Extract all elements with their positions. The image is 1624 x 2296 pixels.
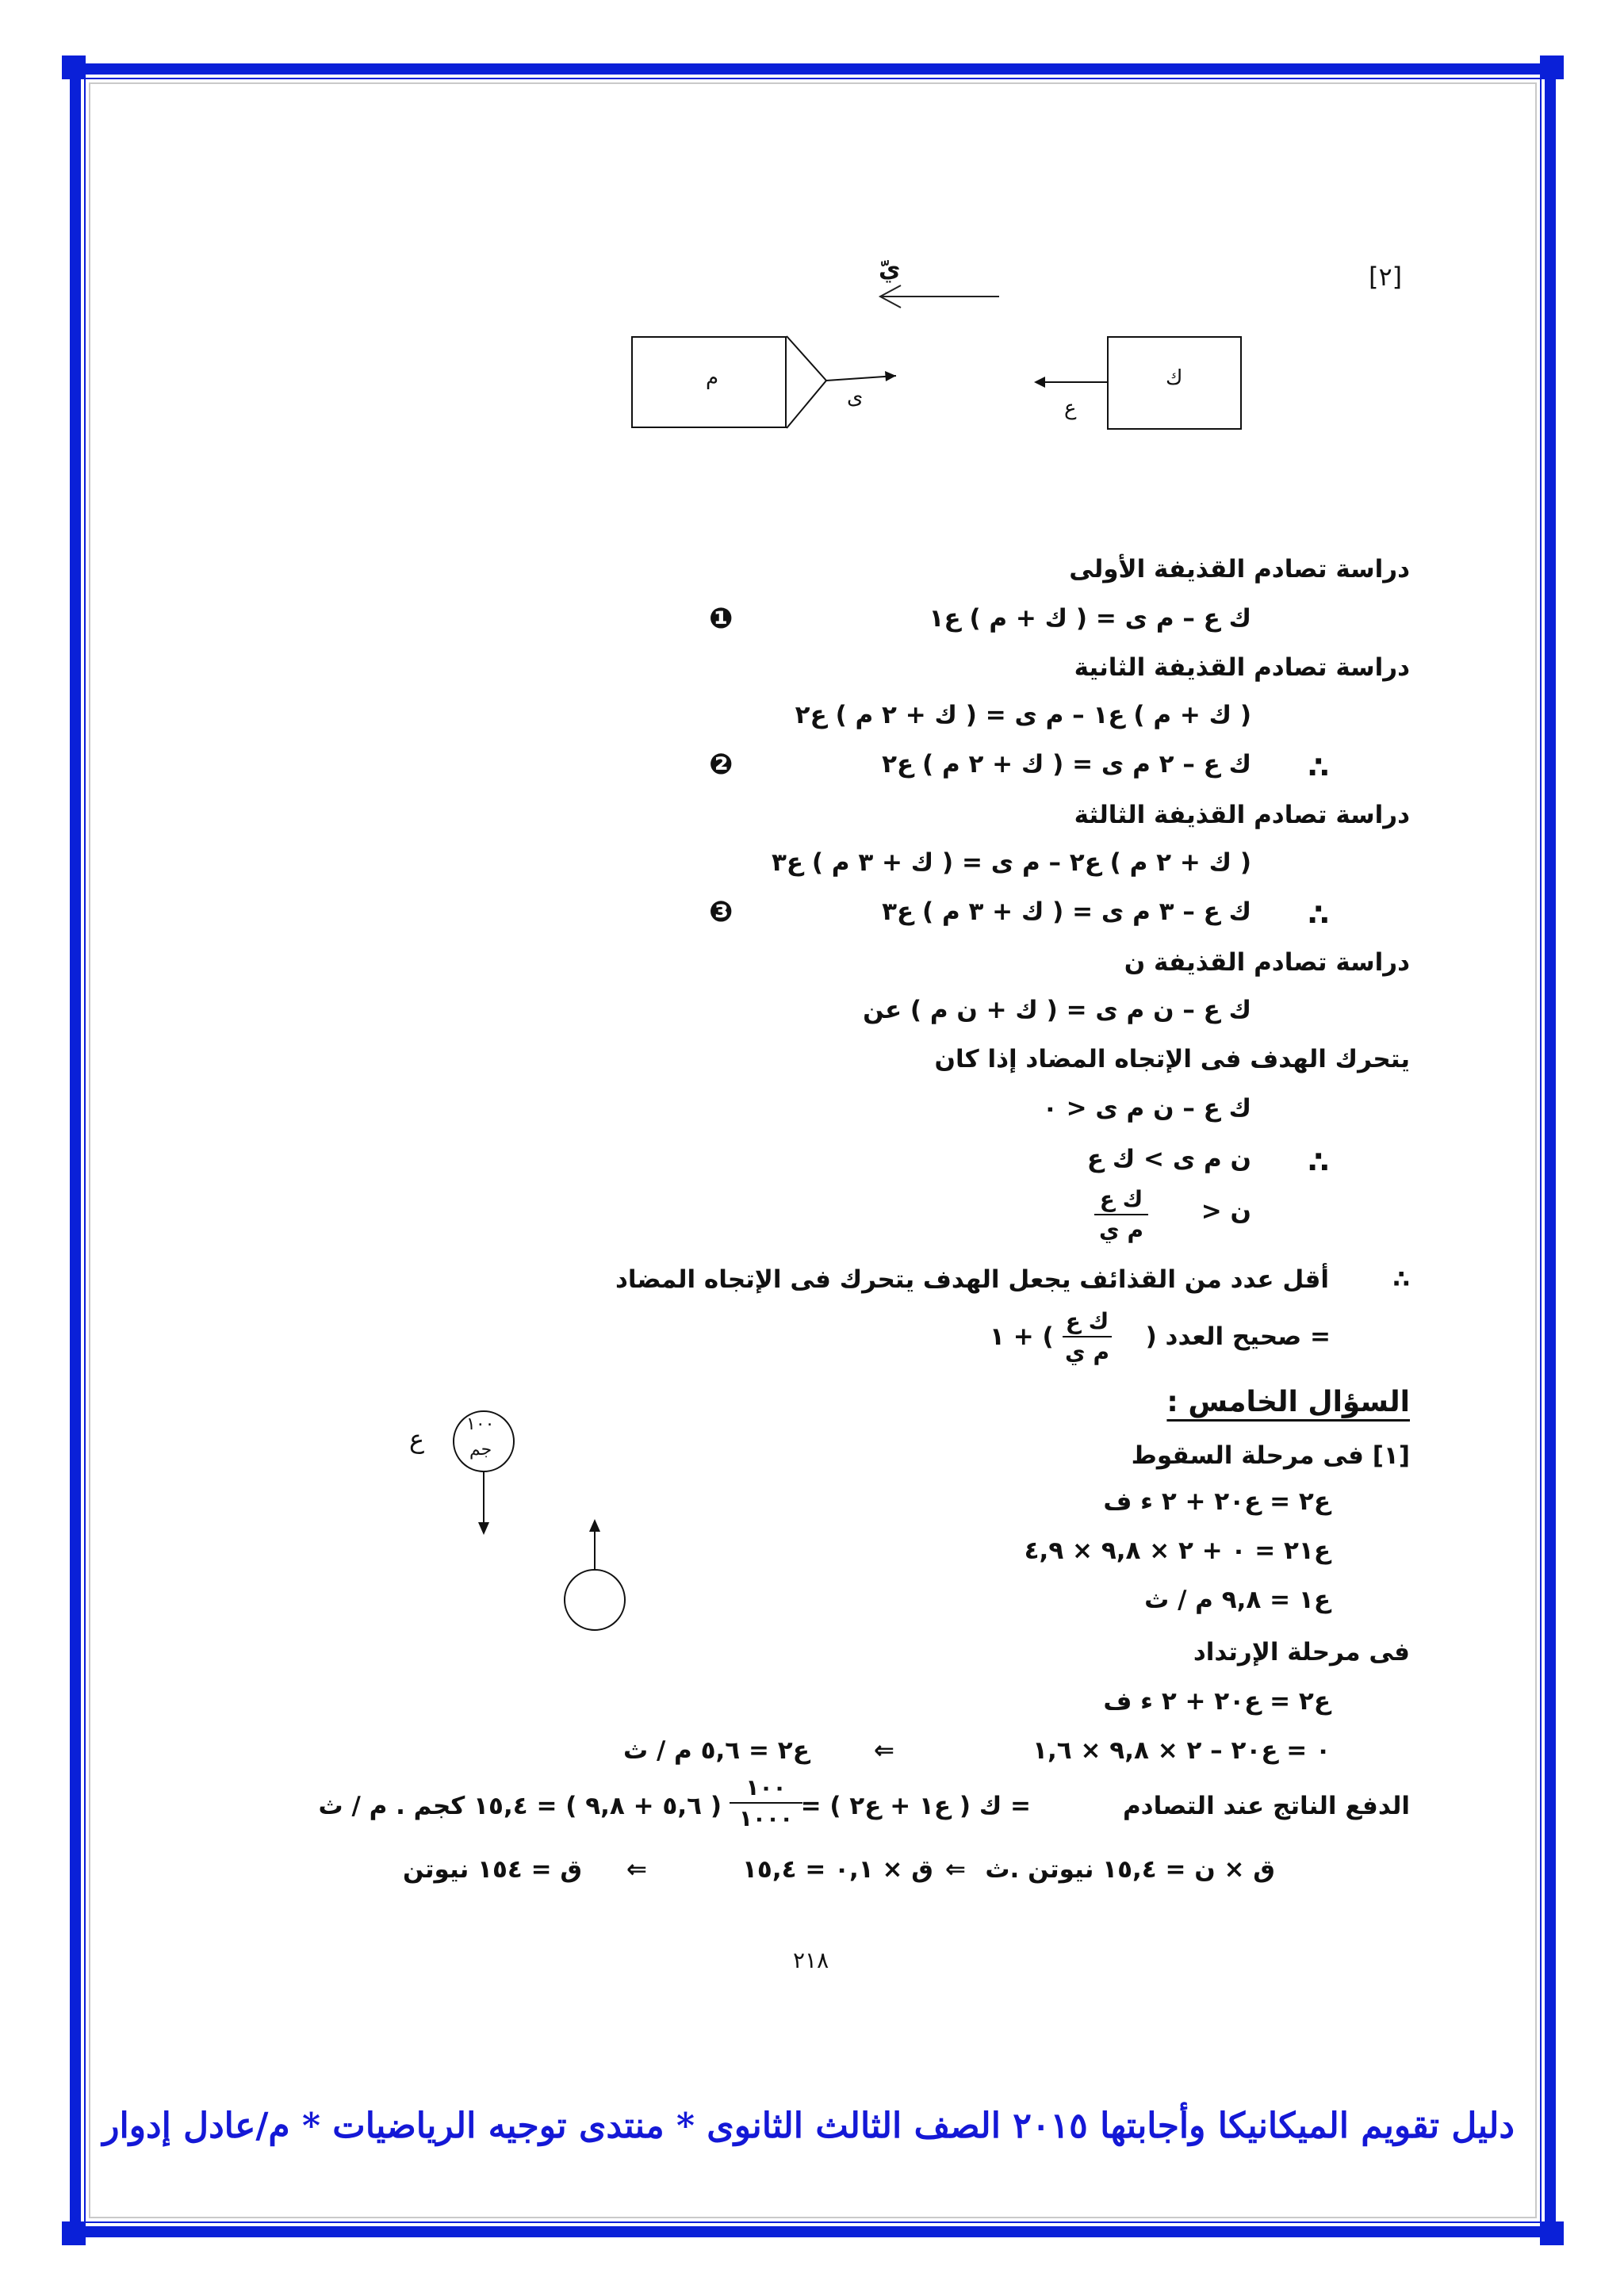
equation-3b: ك ع – ٣ م ى = ( ك + ٣ م ) ع٣ [882, 897, 1251, 926]
equation-1: ك ع – م ى = ( ك + م ) ع١ [929, 604, 1251, 633]
therefore-sign: ∴ [1392, 1265, 1410, 1294]
fraction-numerator: ك ع [1099, 1186, 1143, 1212]
impulse-label: الدفع الناتج عند التصادم [1122, 1792, 1410, 1820]
fraction-numerator: ١٠٠ [745, 1774, 787, 1800]
equation-3a: ( ك + ٢ م ) ع٢ – م ى = ( ك + ٣ م ) ع٣ [771, 848, 1251, 877]
fraction-numerator: ك ع [1065, 1308, 1109, 1334]
fraction-denominator: م ي [1065, 1339, 1109, 1365]
frame-corner [62, 2221, 86, 2245]
heading-nth-collision: دراسة تصادم القذيفة ن [1124, 948, 1410, 977]
equation-2a: ( ك + م ) ع١ – م ى = ( ك + ٢ م ) ع٢ [795, 701, 1251, 729]
impulse-formula-end: ( ٥,٦ + ٩,٨ ) = ١٥,٤ كجم . م / ث [318, 1792, 722, 1820]
integer-part-left: = صحيح العدد ( [1145, 1322, 1331, 1351]
formula-5-result: ع٢ = ٥,٦ م / ث [623, 1736, 810, 1765]
fraction-bar [1094, 1214, 1148, 1215]
inequality-2: ن م ى > ك ع [1086, 1145, 1251, 1173]
formula-2: ع٢١ = ٠ + ٢ × ٩,٨ × ٤,٩ [1024, 1536, 1331, 1565]
fraction-denominator: ١٠٠٠ [738, 1805, 794, 1831]
fraction-bar [730, 1802, 802, 1804]
formula-7b: ق × ٠,١ = ١٥,٤ [742, 1855, 934, 1884]
heading-min-shells: أقل عدد من القذائف يجعل الهدف يتحرك فى الإتجاه المضاد [615, 1265, 1329, 1294]
top-arrow [872, 277, 1007, 309]
heading-third-collision: دراسة تصادم القذيفة الثالثة [1074, 801, 1410, 829]
velocity-y-label: ى [847, 385, 864, 409]
velocity-a-label: ع [1064, 396, 1077, 420]
integer-part-right: ) + ١ [990, 1322, 1054, 1351]
marker-2: ❷ [709, 748, 733, 781]
formula-7a: ق × ن = ١٥,٤ نيوتن .ث [985, 1855, 1275, 1884]
question-5-title: السؤال الخامس : [1166, 1386, 1410, 1418]
marker-1: ❶ [709, 603, 733, 635]
falling-phase-heading: [١] فى مرحلة السقوط [1131, 1441, 1410, 1470]
formula-4: ع٢ = ع٢٠ + ٢ ء ف [1103, 1687, 1331, 1716]
arrow-label-top: يّ [879, 255, 901, 283]
target-arrow [1031, 365, 1110, 396]
part-label: [٢] [1369, 262, 1403, 292]
fraction-ratio [1090, 1186, 1153, 1243]
implies-arrow: ⇐ [626, 1855, 647, 1884]
impulse-formula-mid: = ك ( ع١ + ع٢ ) = [800, 1792, 1031, 1820]
page-number: ٢١٨ [793, 1947, 829, 1973]
formula-3: ع١ = ٩,٨ م / ث [1144, 1586, 1331, 1614]
frame-corner [1540, 55, 1564, 79]
heading-second-collision: دراسة تصادم القذيفة الثانية [1074, 653, 1410, 682]
therefore-sign: ∴ [1308, 897, 1329, 932]
frame-corner [1540, 2221, 1564, 2245]
mass-k-label: ك [1166, 366, 1183, 390]
therefore-sign: ∴ [1308, 750, 1329, 785]
rebound-phase-heading: فى مرحلة الإرتداد [1193, 1638, 1410, 1667]
equation-4: ك ع – ن م ى = ( ك + ن م ) عن [863, 996, 1251, 1024]
fraction-ratio-2 [1059, 1308, 1115, 1365]
rebound-ball-diagram [555, 1511, 634, 1638]
projectile-arrow [785, 335, 904, 430]
inequality-3-left: ن < [1201, 1197, 1251, 1226]
ball-velocity-label: ع [409, 1424, 425, 1454]
inequality-1: ك ع – ن م ى < ٠ [1042, 1094, 1251, 1123]
fraction-denominator: م ي [1099, 1217, 1143, 1243]
fraction-bar [1063, 1336, 1112, 1337]
formula-7c: ق = ١٥٤ نيوتن [403, 1855, 583, 1884]
ball-mass-value: ١٠٠ [466, 1414, 495, 1434]
footer-credit: دليل تقويم الميكانيكا وأجابتها ٢٠١٥ الصف الثالث الثانوى * منتدى توجيه الرياضيات * م/عادل إدوار [102, 2106, 1515, 2146]
implies-arrow: ⇐ [945, 1855, 966, 1884]
heading-condition: يتحرك الهدف فى الإتجاه المضاد إذا كان [934, 1045, 1410, 1073]
therefore-sign: ∴ [1308, 1145, 1329, 1180]
formula-5: ٠ = ع٢٠ – ٢ × ٩,٨ × ١,٦ [1032, 1736, 1331, 1765]
impulse-fraction [726, 1774, 806, 1831]
implies-arrow: ⇐ [874, 1736, 894, 1765]
heading-first-collision: دراسة تصادم القذيفة الأولى [1069, 555, 1410, 584]
formula-1: ع٢ = ع٢٠ + ٢ ء ف [1103, 1487, 1331, 1516]
ball-mass-unit: جم [469, 1440, 492, 1460]
mass-m-label: م [706, 366, 719, 390]
frame-corner [62, 55, 86, 79]
equation-2b: ك ع – ٢ م ى = ( ك + ٢ م ) ع٢ [882, 750, 1251, 779]
marker-3: ❸ [709, 896, 733, 928]
